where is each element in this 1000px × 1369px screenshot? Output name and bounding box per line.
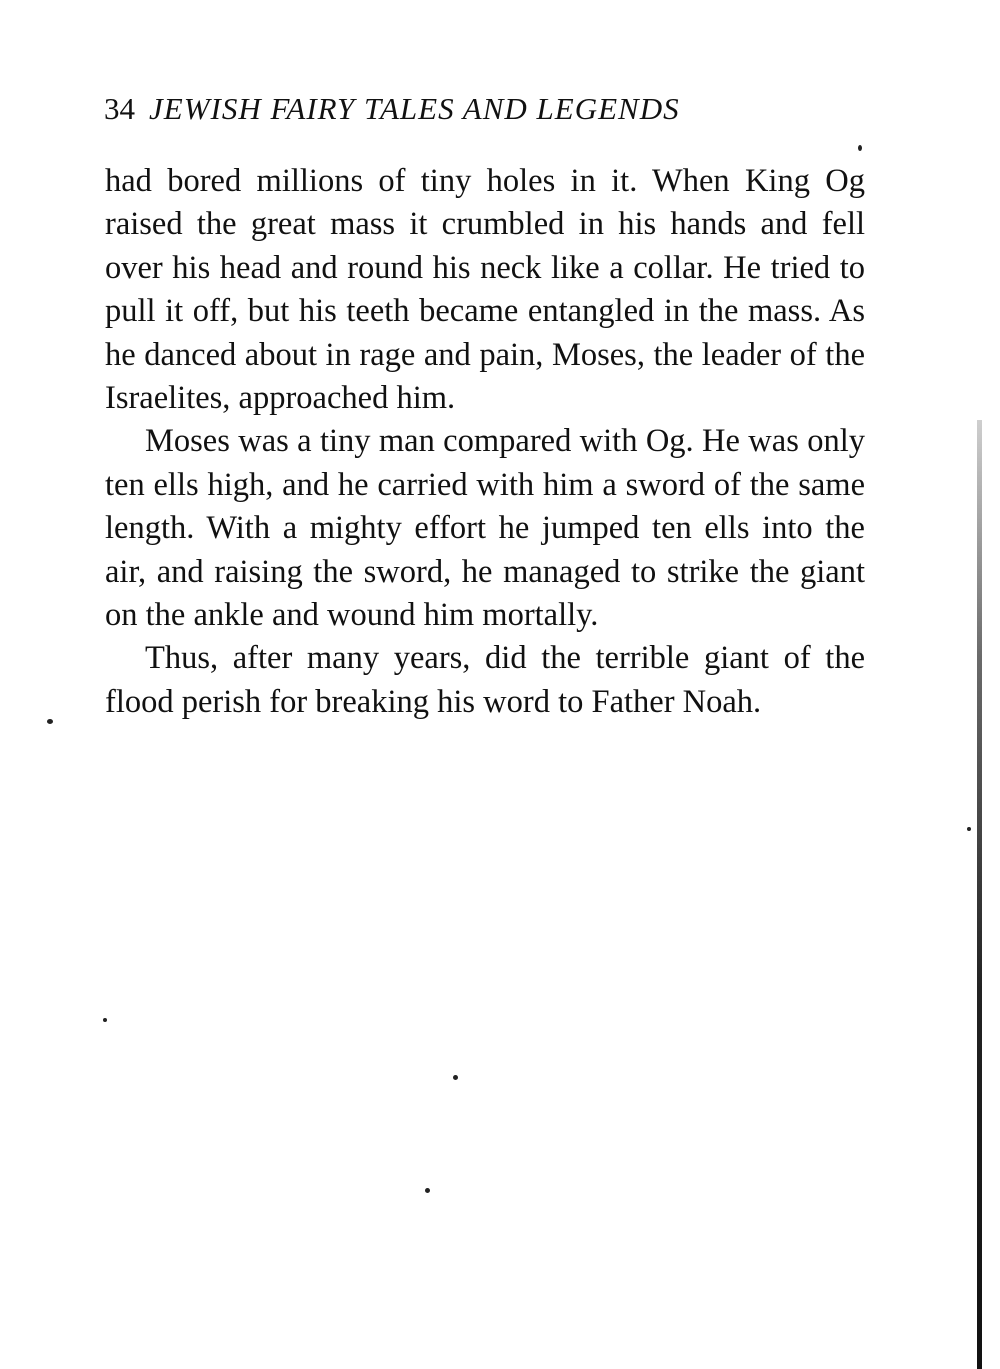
running-title: JEWISH FAIRY TALES AND LEGENDS	[149, 91, 680, 126]
scan-speck	[47, 719, 53, 724]
paragraph-3: Thus, after many years, did the terrible giant of the flood perish for breaking his word to Father Noah.	[105, 640, 865, 720]
paragraph-2: Moses was a tiny man compared with Og. He was only ten ells high, and he carried with him a sword of the same length. With a mighty effort he jumped ten ells into the air, and raising the sword, he managed to strike the giant on the ankle and wound him mortally.	[105, 423, 865, 634]
scan-speck	[425, 1188, 430, 1193]
page-number: 34	[104, 91, 135, 126]
scan-speck	[967, 827, 971, 831]
scan-speck	[103, 1018, 107, 1022]
scan-speck	[858, 145, 862, 151]
running-header	[104, 90, 864, 128]
scan-speck	[453, 1075, 458, 1080]
page-spine-shadow	[977, 420, 982, 1369]
body-text	[105, 160, 865, 724]
paragraph-1: had bored millions of tiny holes in it. When King Og raised the great mass it crumbled in his hands and fell over his head and round his neck like a collar. He tried to pull it off, but his teeth became entangled in the mass. As he danced about in rage and pain, Moses, the leader of the Israelites, approached him.	[105, 163, 865, 417]
